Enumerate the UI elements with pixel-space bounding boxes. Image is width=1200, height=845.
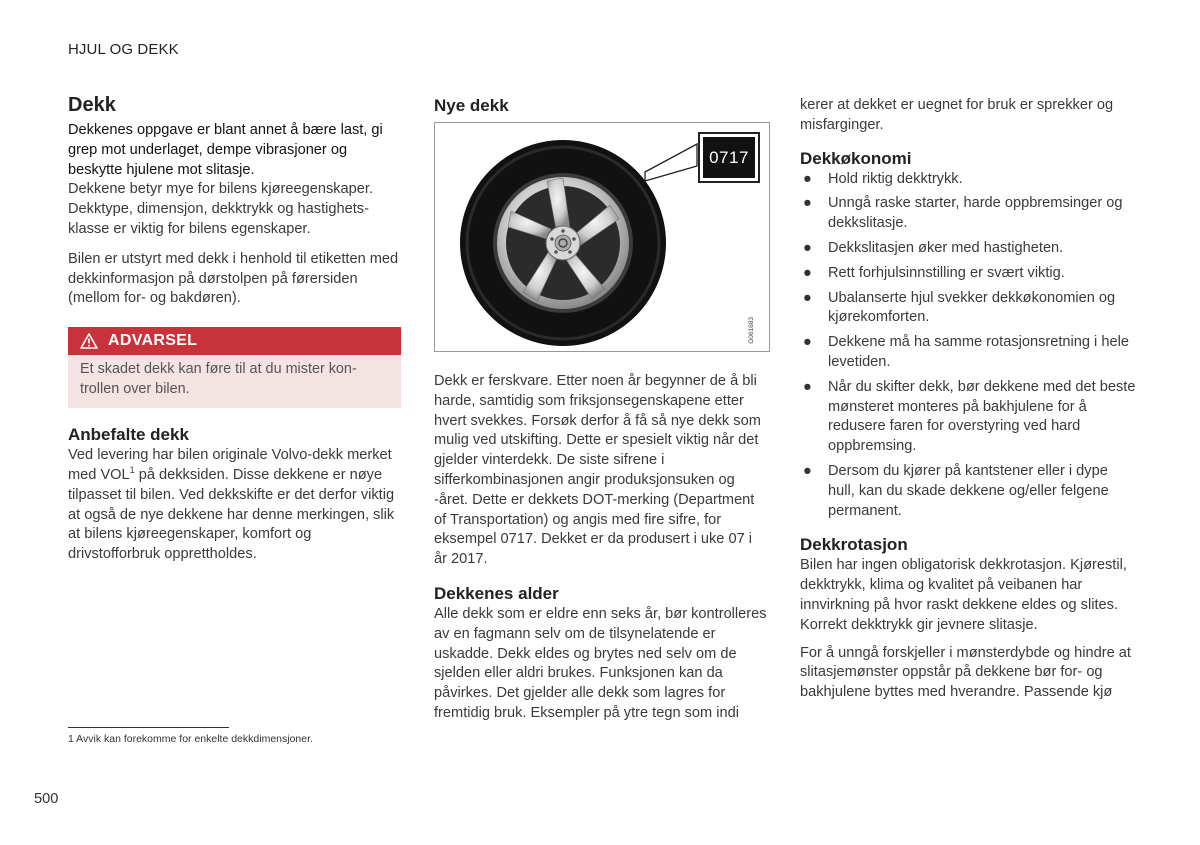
intro-lead: Dekkenes oppgave er blant annet å bære last, gi grep mot underlaget, dempe vibrasjoner og beskytte hjulene mot slitasje.: [68, 122, 383, 178]
list-item: ● Når du skifter dekk, bør dekkene med det beste mønsteret monteres på bakhjulene for å redusere faren for overstyring ved hard oppbremsing.: [803, 378, 1136, 455]
footnote-reference: 1: [129, 465, 135, 476]
column-right: [800, 96, 1136, 703]
tire-rotation-heading: Dekkrotasjon: [800, 535, 908, 555]
bullet-dot-icon: ●: [803, 462, 812, 479]
list-item: ● Ubalanserte hjul svekker dekkøkonomien og kjørekomforten.: [803, 289, 1116, 326]
column-left: [68, 93, 401, 565]
tire-rotation-text: Bilen har ingen obligatorisk dekkrotasjon. Kjørestil, dekktrykk, klima og kvalitet på veibanen har innvirkning på hvor raskt dekkene eldes og slites. Korrekt dekktrykk gir jevnere slitasje.: [800, 557, 1127, 633]
bullet-dot-icon: ●: [803, 378, 812, 395]
footnote-divider: [68, 727, 229, 728]
list-item: ● Hold riktig dekktrykk.: [800, 170, 1136, 190]
list-item: ● Unngå raske starter, harde oppbremsinger og dekkslitasje.: [803, 195, 1123, 232]
figure-code: G061683: [748, 317, 755, 344]
list-item: ● Rett forhjulsinnstilling er svært viktig.: [800, 264, 1136, 284]
warning-triangle-icon: [80, 333, 98, 349]
footnote: 1 Avvik kan forekomme for enkelte dekkdimensjoner.: [68, 733, 313, 745]
page-title: Dekk: [68, 94, 116, 116]
section-header: HJUL OG DEKK: [68, 41, 179, 58]
warning-text: Et skadet dekk kan føre til at du mister kontrollen over bilen.: [80, 361, 357, 397]
new-tires-text: Dekk er ferskvare. Etter noen år begynner de å bli harde, samtidig som friksjonsegenskapene etter hvert svekkes. Forsøk derfor å få så nye dekk som mulig ved utskifting. Dette er spesielt viktig når det gjelder vinterdekk. De siste sifrene i sifferkombinasjonen angir produksjonsuken og -året. Dette er dekkets DOT-merking (Department of Transportation) og angis med fire sifre, for eksempel 0717. Dekket er da produsert i uke 07 i år 2017.: [434, 373, 761, 568]
bullet-dot-icon: ●: [803, 170, 812, 187]
continued-text: kerer at dekket er uegnet for bruk er sprekker og misfarginger.: [800, 97, 1114, 133]
new-tires-heading: Nye dekk: [434, 96, 509, 115]
bullet-dot-icon: ●: [803, 289, 812, 306]
tire-age-heading: Dekkenes alder: [434, 583, 559, 603]
tire-economy-list: [800, 170, 1136, 522]
warning-label: ADVARSEL: [108, 332, 198, 350]
tire-age-text: Alle dekk som er eldre enn seks år, bør kontrolleres av en fagmann selv om de tilsynelatende er uskadde. Dekk eldes og brytes ned selv om de sjelden eller aldri brukes. Funksjonen kan da påvirkes. Det gjelder alle dekk som lagres for fremtidig bruk. Eksempler på ytre tegn som indi: [434, 605, 767, 721]
list-item: ● Dekkene må ha samme rotasjonsretning i hele levetiden.: [803, 334, 1129, 370]
intro-paragraph: Dekkene betyr mye for bilens kjøreegenskaper. Dekktype, dimensjon, dekktrykk og hastighetsklasse er viktig for bilens egenskaper.: [68, 181, 373, 237]
recommended-tires-text: Ved levering har bilen originale Volvo-dekk merket med VOL$^1$ på dekksiden. Disse dekkene er nøye tilpasset til bilen. Ved dekkskifte er det derfor viktig at også de nye dekkene har denne merkingen, slik at bilens kjøreegenskaper, komfort og drivstofforbruk opprettholdes.: [68, 447, 395, 563]
tire-illustration: [434, 122, 770, 352]
bullet-dot-icon: ●: [803, 334, 812, 351]
label-paragraph: Bilen er utstyrt med dekk i henhold til etiketten med dekkinformasjon på dørstolpen på førersiden (mellom for- og bakdøren).: [68, 250, 399, 307]
list-item: ● Dersom du kjører på kantstener eller i dype hull, kan du skade dekkene og/eller felgene permanent.: [803, 462, 1109, 519]
column-middle: [434, 93, 768, 724]
warning-header: [68, 327, 401, 355]
dot-date-badge: 0717: [698, 132, 760, 183]
bullet-dot-icon: ●: [803, 195, 812, 212]
recommended-tires-heading: Anbefalte dekk: [68, 425, 189, 445]
tire-rotation-text-2: For å unngå forskjeller i mønsterdybde og hindre at slitasjemønster oppstår på dekkene bør for- og bakhjulene byttes med hverandre. Passende kjø: [800, 644, 1131, 701]
list-item: ● Dekkslitasjen øker med hastigheten.: [800, 239, 1136, 259]
page-number: 500: [34, 791, 59, 807]
bullet-dot-icon: ●: [803, 239, 812, 256]
bullet-dot-icon: ●: [803, 264, 812, 281]
warning-box: [68, 327, 401, 408]
tire-economy-heading: Dekkøkonomi: [800, 148, 912, 168]
